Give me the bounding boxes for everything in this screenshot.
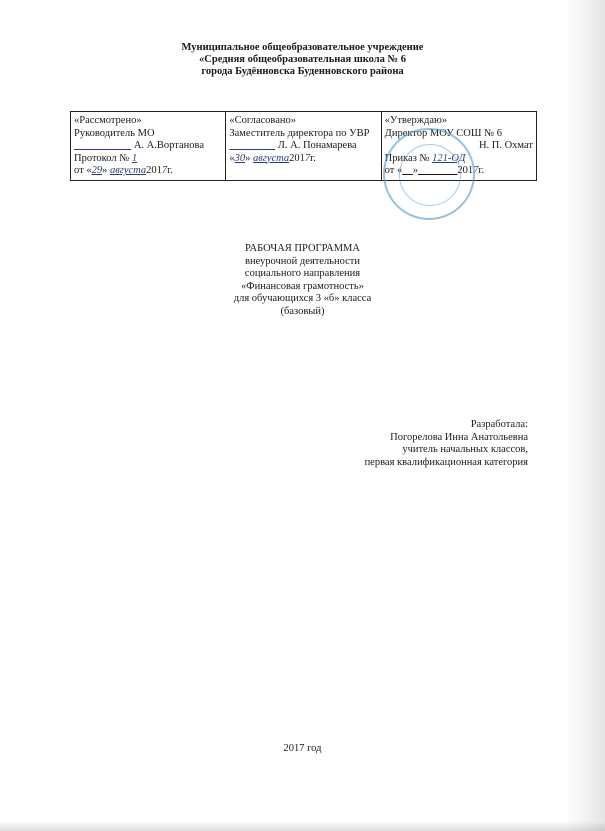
date-mid: » (102, 165, 108, 176)
author-position: учитель начальных классов, (402, 444, 528, 455)
scan-shadow-bottom (0, 821, 605, 831)
date-year-prefix: 201 (289, 152, 305, 164)
approval-reviewed (71, 112, 226, 181)
date-prefix: от « (74, 165, 92, 176)
protocol-number: 1 (131, 152, 138, 164)
date-month: августа (252, 152, 290, 164)
date-mid: » (412, 165, 418, 176)
approval-role: Заместитель директора по УВР (229, 127, 370, 139)
approval-date (229, 153, 377, 166)
approval-agreed (226, 112, 381, 181)
approval-heading: «Согласовано» (229, 115, 297, 126)
protocol-label: Протокол № (74, 152, 130, 164)
program-title-block (0, 243, 605, 318)
date-prefix: « (229, 152, 235, 164)
signature (229, 141, 275, 151)
date-year-prefix: 201 (146, 165, 162, 176)
signer-name: А. А.Вортанова (133, 140, 204, 151)
signature (74, 141, 131, 151)
program-audience: для обучающихся 3 «б» класса (233, 293, 372, 304)
date-day: 29 (91, 165, 103, 176)
date-suffix: г. (310, 152, 316, 164)
approval-heading: «Утверждаю» (384, 115, 448, 126)
date-mid: » (245, 152, 251, 164)
program-direction: социального направления (244, 268, 361, 279)
date-suffix: г. (167, 165, 173, 176)
document-year: 2017 год (283, 743, 322, 754)
school-header (0, 42, 605, 78)
author-label: Разработала: (470, 419, 528, 430)
date-prefix: от « (384, 165, 403, 176)
approval-role: Руководитель МО (74, 127, 155, 139)
approval-date (74, 165, 222, 178)
date-month: августа (109, 165, 147, 176)
signer-name: Л. А. Понамарева (277, 140, 357, 151)
author-name: Погорелова Инна Анатольевна (390, 431, 528, 443)
header-line-3: города Будённовска Буденновского района (201, 66, 404, 77)
header-line-2: «Средняя общеобразовательная школа № 6 (199, 54, 406, 65)
program-title: РАБОЧАЯ ПРОГРАММА (245, 243, 360, 254)
date-year-digit: 7 (304, 152, 311, 164)
scan-shadow-right (565, 0, 605, 831)
author-block (365, 419, 528, 469)
date-year-digit: 7 (473, 165, 479, 176)
program-course: «Финансовая грамотность» (241, 280, 364, 292)
date-year-prefix: 201 (457, 165, 474, 176)
header-line-1: Муниципальное общеобразовательное учреждение (181, 42, 424, 53)
date-suffix: г. (478, 165, 485, 176)
approval-signer-line (74, 140, 222, 153)
school-seal-stamp (383, 128, 475, 220)
approval-heading: «Рассмотрено» (74, 115, 142, 126)
signer-name: Н. П. Охмат (478, 140, 533, 151)
date-year-digit: 7 (161, 165, 168, 176)
program-activity: внеурочной деятельности (245, 255, 360, 267)
order-label: Приказ № (384, 152, 430, 164)
approval-signer-line (229, 140, 377, 153)
author-category: первая квалификационная категория (364, 456, 528, 468)
approval-role: Директор МОУ СОШ № 6 (384, 127, 502, 139)
order-number: 121-ОД (432, 152, 466, 164)
program-level: (базовый) (280, 305, 325, 317)
protocol-line (74, 153, 222, 166)
date-day: 30 (234, 152, 246, 164)
